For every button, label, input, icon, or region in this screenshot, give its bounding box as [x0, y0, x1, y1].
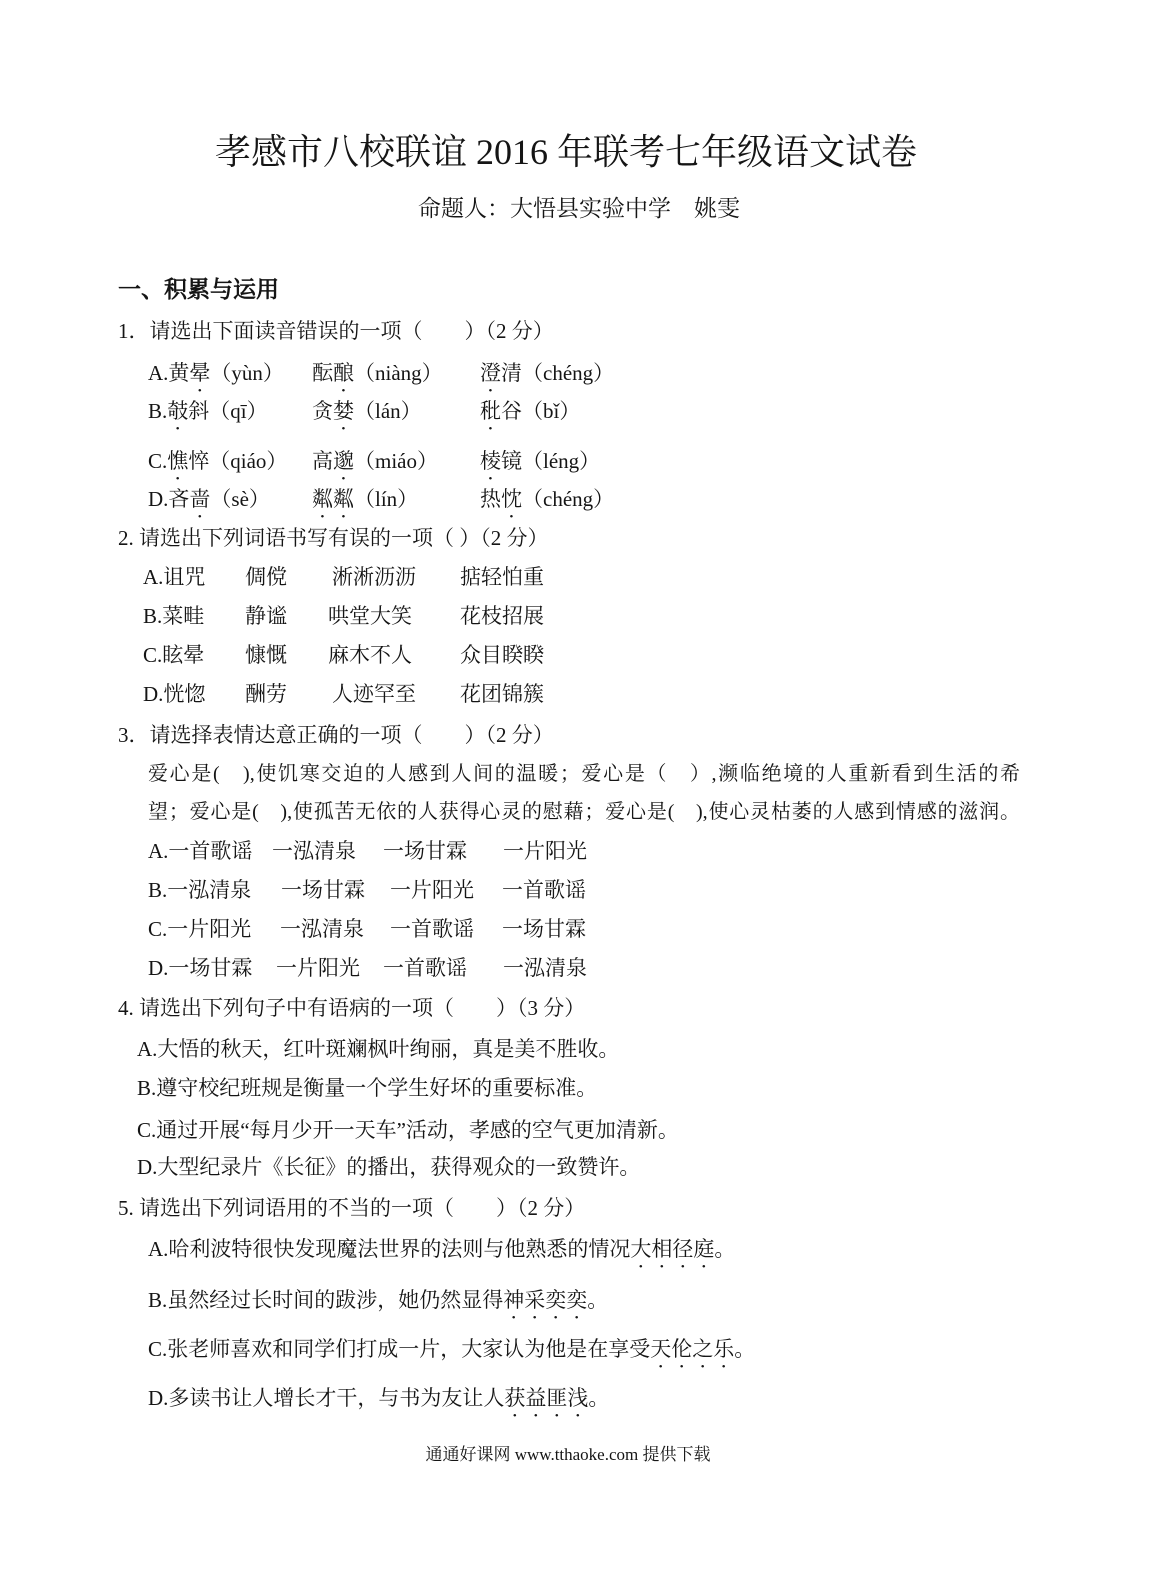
item-text: B. [148, 399, 168, 423]
q3-stem: 3．请选择表情达意正确的一项（ ）（2 分） [118, 723, 554, 747]
dotted-char: 酿 [333, 361, 354, 385]
item-text: 悴（qiáo） [188, 449, 288, 473]
word-item: 静谧 [245, 604, 287, 628]
dotted-char: 啬 [189, 487, 211, 511]
dotted-char: 秕 [480, 399, 501, 423]
pinyin-item [148, 447, 287, 485]
page-footer: 通通好课网 www.tthaoke.com 提供下载 [425, 1445, 711, 1464]
item-text: （chéng） [522, 487, 615, 511]
phrase-item: 一泓清泉 [272, 839, 356, 863]
item-text: 谷（bǐ） [501, 399, 581, 423]
q4-stem: 4. 请选出下列句子中有语病的一项（ ）（3 分） [118, 996, 586, 1020]
dotted-char: 棱 [480, 449, 501, 473]
phrase-item: 一片阳光 [503, 839, 587, 863]
pinyin-item [312, 485, 418, 523]
phrase-item: 一场甘霖 [281, 878, 365, 902]
word-item: 倜傥 [245, 565, 287, 589]
option-text: D.多读书让人增长才干，与书为友让人 [148, 1386, 505, 1410]
phrase-item: 一首歌谣 [502, 878, 586, 902]
phrase-item: 一泓清泉 [280, 917, 364, 941]
item-text: 热 [480, 487, 501, 511]
option-text: 。 [587, 1288, 609, 1312]
dotted-char: 粼粼 [312, 487, 354, 511]
q2-stem: 2. 请选出下列词语书写有误的一项（ ）（2 分） [118, 526, 549, 550]
word-item: 酬劳 [245, 682, 287, 706]
item-text: （yùn） [210, 361, 284, 385]
q5-option-c [148, 1335, 755, 1363]
item-text: 贪 [312, 399, 333, 423]
dotted-char: 晕 [189, 361, 211, 385]
pinyin-item [148, 485, 270, 523]
item-text: （lán） [354, 399, 422, 423]
word-item: 慷慨 [245, 643, 287, 667]
dotted-char: 邈 [333, 449, 354, 473]
word-item: 花团锦簇 [460, 682, 544, 706]
item-text: 清（chéng） [501, 361, 615, 385]
q4-option-a: A.大悟的秋天，红叶斑斓枫叶绚丽，真是美不胜收。 [137, 1037, 620, 1061]
q5-option-d [148, 1384, 609, 1412]
word-item: D.恍惚 [143, 682, 206, 706]
pinyin-item [480, 485, 614, 523]
q1-stem: 1．请选出下面读音错误的一项（ ）（2 分） [118, 319, 554, 343]
q5-option-b [148, 1286, 608, 1314]
phrase-item: A.一首歌谣 [148, 839, 253, 863]
dotted-char: 憔 [167, 449, 189, 473]
word-item: 人迹罕至 [332, 682, 416, 706]
phrase-item: 一首歌谣 [390, 917, 474, 941]
q5-option-a [148, 1235, 735, 1263]
word-item: A.诅咒 [143, 565, 206, 589]
pinyin-item [480, 359, 614, 397]
word-item: 众目睽睽 [460, 643, 544, 667]
dotted-phrase: 神采奕奕 [503, 1288, 588, 1312]
word-item: C.眩晕 [143, 643, 205, 667]
author-line: 命题人：大悟县实验中学 姚雯 [418, 196, 740, 221]
q3-passage-line: 爱心是( ),使饥寒交迫的人感到人间的温暖；爱心是（ ）,濒临绝境的人重新看到生活的希 [148, 763, 1020, 785]
phrase-item: B.一泓清泉 [148, 878, 252, 902]
word-item: B.菜畦 [143, 604, 205, 628]
pinyin-item [480, 447, 600, 485]
phrase-item: 一片阳光 [276, 956, 360, 980]
q4-option-d: D.大型纪录片《长征》的播出，获得观众的一致赞许。 [137, 1155, 641, 1179]
dotted-char: 婪 [333, 399, 354, 423]
item-text: 斜（qī） [188, 399, 268, 423]
item-text: 高 [312, 449, 333, 473]
item-text: （miáo） [354, 449, 438, 473]
option-text: A.哈利波特很快发现魔法世界的法则与他熟悉的情况 [148, 1237, 631, 1261]
pinyin-item [148, 397, 268, 435]
option-text: 。 [714, 1237, 736, 1261]
section-heading: 一、积累与运用 [118, 277, 279, 302]
option-text: 。 [734, 1337, 756, 1361]
pinyin-item [312, 359, 443, 397]
option-text: 。 [588, 1386, 610, 1410]
pinyin-item [148, 359, 284, 397]
option-text: C.张老师喜欢和同学们打成一片，大家认为他是在享受 [148, 1337, 651, 1361]
word-item: 哄堂大笑 [328, 604, 412, 628]
q4-option-c: C.通过开展“每月少开一天车”活动，孝感的空气更加清新。 [137, 1118, 679, 1142]
dotted-char: 攲 [167, 399, 189, 423]
phrase-item: 一首歌谣 [383, 956, 467, 980]
dotted-phrase: 大相径庭 [630, 1237, 715, 1261]
phrase-item: C.一片阳光 [148, 917, 252, 941]
item-text: （niàng） [354, 361, 443, 385]
pinyin-item [312, 447, 438, 485]
phrase-item: D.一场甘霖 [148, 956, 253, 980]
word-item: 掂轻怕重 [460, 565, 544, 589]
dotted-char: 忱 [501, 487, 522, 511]
pinyin-item [312, 397, 422, 435]
item-text: （lín） [354, 487, 419, 511]
item-text: C. [148, 449, 168, 473]
word-item: 淅淅沥沥 [332, 565, 416, 589]
option-text: B.虽然经过长时间的跋涉，她仍然显得 [148, 1288, 504, 1312]
exam-title: 孝感市八校联谊 2016 年联考七年级语文试卷 [214, 132, 917, 172]
item-text: 镜（léng） [501, 449, 601, 473]
dotted-char: 澄 [480, 361, 501, 385]
item-text: 酝 [312, 361, 333, 385]
pinyin-item [480, 397, 580, 435]
item-text: （sè） [210, 487, 270, 511]
phrase-item: 一场甘霖 [383, 839, 467, 863]
q3-passage-line: 望；爱心是( ),使孤苦无依的人获得心灵的慰藉；爱心是( ),使心灵枯萎的人感到情感的滋润。 [148, 801, 1020, 823]
word-item: 麻木不人 [328, 643, 412, 667]
phrase-item: 一泓清泉 [503, 956, 587, 980]
dotted-phrase: 获益匪浅 [504, 1386, 589, 1410]
item-text: A.黄 [148, 361, 190, 385]
q5-stem: 5. 请选出下列词语用的不当的一项（ ）（2 分） [118, 1196, 586, 1220]
q4-option-b: B.遵守校纪班规是衡量一个学生好坏的重要标准。 [137, 1076, 598, 1100]
item-text: D.吝 [148, 487, 190, 511]
phrase-item: 一片阳光 [390, 878, 474, 902]
phrase-item: 一场甘霖 [502, 917, 586, 941]
dotted-phrase: 天伦之乐 [650, 1337, 735, 1361]
word-item: 花枝招展 [460, 604, 544, 628]
